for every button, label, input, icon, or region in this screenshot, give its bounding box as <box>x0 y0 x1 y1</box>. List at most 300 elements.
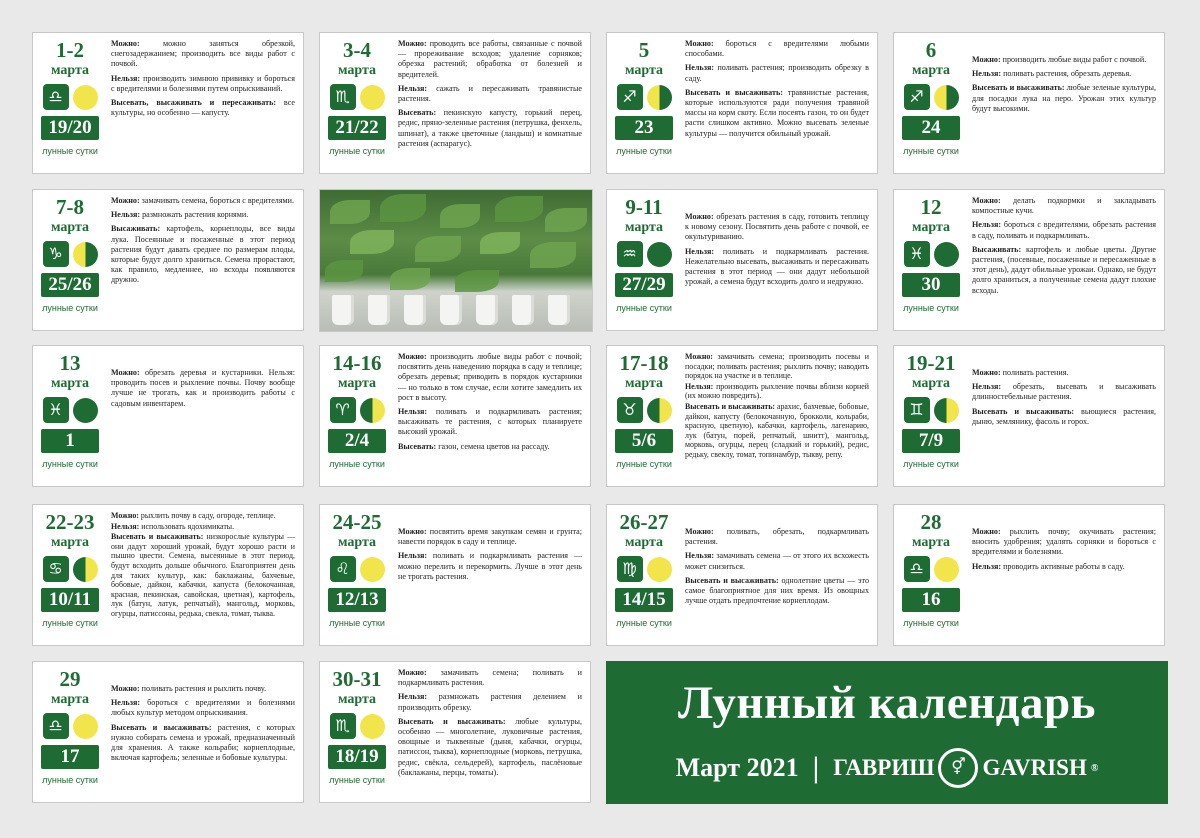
lunar-day-label: лунные сутки <box>616 459 672 469</box>
advice-paragraph <box>111 74 295 94</box>
moon-phase-icon <box>73 398 98 423</box>
advice-heading: Можно: <box>685 352 713 361</box>
advice-heading: Высевать и высаживать: <box>111 532 204 542</box>
advice-heading: Высевать, высаживать и пересаживать: <box>111 98 277 108</box>
lunar-day-badge: 10/11 <box>41 588 99 612</box>
advice-paragraph <box>685 212 869 243</box>
day-card <box>319 345 591 487</box>
advice-heading: Нельзя: <box>398 83 428 93</box>
day-range: 7-8 <box>56 195 84 219</box>
sign-icons <box>611 397 677 423</box>
advice-heading: Высевать и высаживать: <box>685 575 779 585</box>
day-range: 22-23 <box>45 510 95 534</box>
month-label: марта <box>50 692 90 707</box>
banner-title: Лунный календарь <box>678 677 1096 729</box>
day-card <box>319 32 591 174</box>
advice-text: производить рыхление почвы вблизи корней (их можно повредить). <box>685 381 869 401</box>
month-label: марта <box>50 63 90 78</box>
month-label: марта <box>911 220 951 235</box>
lunar-day-label: лунные сутки <box>616 618 672 628</box>
advice-text: бороться с вредителями, обрезать растения в саду, поливать и подкармливать. <box>972 220 1156 240</box>
brand-name-en: GAVRISH <box>982 755 1087 780</box>
moon-phase-icon <box>73 242 98 267</box>
lunar-day-badge: 16 <box>902 588 960 612</box>
advice-text-block <box>398 39 582 169</box>
sign-icons <box>324 397 390 423</box>
advice-paragraph <box>972 245 1156 296</box>
advice-heading: Нельзя: <box>398 407 428 417</box>
month-label: марта <box>911 376 951 391</box>
sign-icons <box>611 556 677 582</box>
advice-text: поливать растения; производить обрезку в саду. <box>685 63 869 83</box>
moon-phase-icon <box>73 557 98 582</box>
month-label: марта <box>911 63 951 78</box>
day-card <box>32 189 304 331</box>
zodiac-icon: ♍ <box>617 556 643 582</box>
day-info <box>324 511 390 628</box>
zodiac-icon: ♎ <box>43 713 69 739</box>
advice-heading: Можно: <box>685 39 714 48</box>
advice-text-block <box>111 684 295 798</box>
sign-icons <box>898 397 964 423</box>
advice-text: поливать, обрезать, подкармливать растения. <box>685 527 869 547</box>
advice-text: производить зимнюю прививку и бороться с вредителями и болезнями путем опрыскиваний. <box>111 73 295 93</box>
moon-phase-icon <box>73 85 98 110</box>
day-card <box>893 345 1165 487</box>
advice-paragraph <box>972 407 1156 427</box>
month-label: марта <box>911 535 951 550</box>
day-info <box>611 39 677 156</box>
advice-heading: Нельзя: <box>398 551 428 561</box>
moon-phase-icon <box>647 242 672 267</box>
banner-subtitle <box>606 748 1168 788</box>
advice-paragraph <box>111 511 295 521</box>
moon-phase-icon <box>934 557 959 582</box>
advice-text-block <box>398 527 582 641</box>
lunar-day-badge: 24 <box>902 116 960 140</box>
advice-text-block <box>972 196 1156 326</box>
advice-text: низкорослые культуры — они дадут хороший урожай, будут хорошо расти и пышно цвести. Семена, высеянные в этот период, будут всходить дольше обычного. Благоприятен день для таких культур, как: баклажаны, бахчевые, бобовые, дайкон, кабачки, капуста (белокочанная, красная, пекинская, савойская, цветная), картофель, лук (батун, латук, репчатый), мангольд, морковь, огурцы, патиссоны, редька, свекла, томат, тыква. <box>111 532 295 618</box>
month-label: марта <box>624 220 664 235</box>
sign-icons <box>37 84 103 110</box>
banner-separator: | <box>812 751 820 784</box>
advice-text: проводить все работы, связанные с почвой — прореживание всходов; удаление сорняков; обрезка растений; обработка от болезней и вредителей. <box>398 39 582 79</box>
lunar-day-label: лунные сутки <box>329 775 385 785</box>
day-card <box>893 32 1165 174</box>
advice-text: проводить активные работы в саду. <box>1001 561 1125 571</box>
advice-text-block <box>111 39 295 169</box>
day-card <box>893 189 1165 331</box>
advice-text: поливать и подкармливать растения; высаживать те растения, с которых планируете высокий урожай. <box>398 407 582 437</box>
lunar-day-badge: 18/19 <box>328 745 386 769</box>
day-info <box>37 668 103 785</box>
advice-text: можно заняться обрезкой, снегозадержанием; производить все виды работ с почвой. <box>111 39 295 69</box>
zodiac-icon: ♉ <box>617 397 643 423</box>
advice-text: поливать и подкармливать растения — можно перелить и перекормить. Лучше в этот день не трогать растения. <box>398 551 582 581</box>
lunar-day-label: лунные сутки <box>903 618 959 628</box>
day-range: 26-27 <box>619 510 669 534</box>
advice-text-block <box>398 352 582 482</box>
day-card <box>606 32 878 174</box>
day-info <box>37 196 103 313</box>
day-card <box>32 504 304 646</box>
advice-text: поливать растения и рыхлить почву. <box>139 684 266 693</box>
advice-text: пекинскую капусту, горький перец, редис, пряно-зеленные растения (петрушка, фенхель, шпинат), а также цветочные (ландыш) и комнатные растения (аспарагус). <box>398 108 582 148</box>
advice-paragraph <box>398 352 582 403</box>
month-label: марта <box>50 535 90 550</box>
advice-heading: Высевать и высаживать: <box>972 406 1075 416</box>
advice-text: замачивать семена; поливать и подкармливать растения. <box>398 668 582 688</box>
zodiac-icon: ♓ <box>904 241 930 267</box>
day-card <box>319 504 591 646</box>
sign-icons <box>37 241 103 267</box>
advice-heading: Нельзя: <box>111 521 140 531</box>
advice-text: замачивать семена; производить посевы и посадки; поливать растения; рыхлить почву; наводить порядок на участке и в теплице. <box>685 352 869 381</box>
day-card <box>32 661 304 803</box>
moon-phase-icon <box>934 398 959 423</box>
advice-heading: Можно: <box>685 527 714 536</box>
advice-paragraph <box>398 442 582 452</box>
advice-text: все культуры, но особенно — капусту. <box>111 98 295 118</box>
day-range: 9-11 <box>625 195 663 219</box>
advice-text: бороться с вредителями любыми способами. <box>685 39 869 59</box>
lunar-day-label: лунные сутки <box>42 618 98 628</box>
day-info <box>898 196 964 313</box>
advice-text: картофель и любые цветы. Другие растения, (посевные, посаженные и пересаженные в этот день), дадут обильные урожаи. Однако, не будут долго храниться, а полученные семена дадут плохие всходы. <box>972 244 1156 295</box>
advice-text: травянистые растения, которые используются ради получения травяной массы на корм скоту. Если посеять газон, то он будет расти слишком активно. Можно высевать зеленые культуры — получится обильный урожай. <box>685 87 869 138</box>
advice-heading: Можно: <box>398 668 427 677</box>
lunar-day-label: лунные сутки <box>42 775 98 785</box>
month-label: марта <box>50 220 90 235</box>
advice-paragraph <box>685 88 869 139</box>
lunar-day-label: лунные сутки <box>616 146 672 156</box>
advice-heading: Высевать и высаживать: <box>111 722 212 732</box>
zodiac-icon: ♏ <box>330 84 356 110</box>
advice-text: посвятить время закупкам семян и грунта; навести порядок в саду и теплице. <box>398 527 582 547</box>
day-range: 14-16 <box>332 351 382 375</box>
moon-phase-icon <box>647 85 672 110</box>
advice-heading: Можно: <box>972 368 1001 377</box>
lunar-day-label: лунные сутки <box>903 459 959 469</box>
day-range: 28 <box>920 510 942 534</box>
sign-icons <box>37 556 103 582</box>
advice-paragraph <box>398 84 582 104</box>
advice-paragraph <box>685 402 869 460</box>
advice-heading: Нельзя: <box>111 73 141 83</box>
zodiac-icon: ♎ <box>904 556 930 582</box>
day-range: 30-31 <box>332 667 382 691</box>
day-card <box>606 189 878 331</box>
advice-paragraph <box>685 352 869 381</box>
advice-heading: Можно: <box>398 352 427 361</box>
advice-text: обрезать, высевать и высаживать длинностебельные растения. <box>972 382 1156 402</box>
advice-text-block <box>111 196 295 326</box>
moon-phase-icon <box>360 557 385 582</box>
banner-month: Март 2021 <box>675 753 799 782</box>
calendar-banner <box>606 661 1168 804</box>
advice-paragraph <box>972 527 1156 558</box>
moon-phase-icon <box>647 557 672 582</box>
day-card <box>606 345 878 487</box>
advice-paragraph <box>972 382 1156 402</box>
advice-text: размножать растения делением и производить обрезку. <box>398 692 582 712</box>
advice-paragraph <box>685 39 869 59</box>
day-range: 6 <box>925 38 937 62</box>
advice-heading: Высевать и высаживать: <box>685 401 775 411</box>
lunar-day-label: лунные сутки <box>42 303 98 313</box>
advice-text-block <box>685 212 869 326</box>
advice-paragraph <box>685 382 869 401</box>
day-range: 17-18 <box>619 351 669 375</box>
lunar-day-badge: 30 <box>902 273 960 297</box>
advice-text-block <box>685 527 869 641</box>
advice-heading: Высаживать: <box>972 244 1022 254</box>
day-info <box>37 39 103 156</box>
advice-heading: Нельзя: <box>972 382 1002 392</box>
advice-text: обрезать растения в саду, готовить теплицу к новому сезону. Посвятить день работе с почвой, ее окультуриванию. <box>685 212 869 242</box>
month-label: марта <box>337 692 377 707</box>
advice-paragraph <box>972 562 1156 572</box>
month-label: марта <box>50 376 90 391</box>
advice-text: рыхлить почву в саду, огороде, теплице. <box>138 511 276 520</box>
advice-paragraph <box>972 368 1156 378</box>
zodiac-icon: ♈ <box>330 397 356 423</box>
advice-text-block <box>972 368 1156 482</box>
sign-icons <box>324 556 390 582</box>
day-info <box>898 39 964 156</box>
advice-heading: Можно: <box>972 527 1001 536</box>
advice-text: рыхлить почву; окучивать растения; вносить удобрения; удалять сорняки и бороться с вредителями и болезнями. <box>972 527 1156 557</box>
day-info <box>37 511 103 628</box>
advice-paragraph <box>685 63 869 83</box>
advice-heading: Нельзя: <box>972 220 1002 230</box>
advice-paragraph <box>972 83 1156 114</box>
advice-paragraph <box>398 407 582 438</box>
sign-icons <box>611 84 677 110</box>
advice-text: вьющиеся растения, дыню, землянику, фасоль и горох. <box>972 406 1156 426</box>
lunar-day-label: лунные сутки <box>42 146 98 156</box>
lunar-day-badge: 14/15 <box>615 588 673 612</box>
advice-text: поливать и подкармливать растения. Нежелательно высевать, высаживать и пересаживать растения в этот период — они дадут небольшой урожай, а семена будут всходить долго и недружно. <box>685 246 869 287</box>
advice-heading: Можно: <box>111 511 139 520</box>
advice-heading: Можно: <box>111 368 140 377</box>
brand-logo <box>833 748 1098 788</box>
sign-icons <box>898 556 964 582</box>
advice-text: газон, семена цветов на рассаду. <box>436 441 550 451</box>
moon-phase-icon <box>647 398 672 423</box>
day-range: 13 <box>59 351 81 375</box>
advice-text: замачивать семена — от этого их всхожесть может снизиться. <box>685 551 869 571</box>
lunar-day-badge: 23 <box>615 116 673 140</box>
zodiac-icon: ♑ <box>43 241 69 267</box>
advice-paragraph <box>111 98 295 118</box>
advice-text-block <box>111 511 295 641</box>
advice-paragraph <box>398 39 582 80</box>
day-info <box>611 511 677 628</box>
day-info <box>611 196 677 313</box>
advice-text-block <box>111 368 295 482</box>
advice-text-block <box>398 668 582 798</box>
lunar-day-badge: 2/4 <box>328 429 386 453</box>
zodiac-icon: ♒ <box>617 241 643 267</box>
advice-heading: Можно: <box>972 196 1001 205</box>
advice-paragraph <box>972 55 1156 65</box>
day-info <box>324 39 390 156</box>
day-info <box>37 352 103 469</box>
advice-heading: Можно: <box>111 684 140 693</box>
advice-heading: Нельзя: <box>685 63 715 73</box>
advice-text-block <box>685 352 869 482</box>
zodiac-icon: ♊ <box>904 397 930 423</box>
lunar-day-badge: 5/6 <box>615 429 673 453</box>
advice-paragraph <box>111 196 295 206</box>
registered-mark: ® <box>1090 762 1099 774</box>
advice-heading: Высаживать: <box>111 224 161 234</box>
day-card <box>32 345 304 487</box>
day-card <box>893 504 1165 646</box>
advice-heading: Нельзя: <box>111 698 141 708</box>
advice-paragraph <box>111 210 295 220</box>
advice-text: использовать ядохимикаты. <box>139 521 235 531</box>
advice-text: картофель, корнеплоды, все виды лука. Посеянные и посаженные в этот период растения будут давать среднее по размерам плоды, которые будут долго храниться. Семена прорастают, как правило, медленнее, но всходы появляются дружно. <box>111 224 295 285</box>
day-range: 12 <box>920 195 942 219</box>
lunar-day-badge: 19/20 <box>41 116 99 140</box>
advice-paragraph <box>111 39 295 70</box>
day-info <box>898 511 964 628</box>
zodiac-icon: ♏ <box>330 713 356 739</box>
brand-name-ru: ГАВРИШ <box>833 755 935 780</box>
advice-paragraph <box>398 527 582 547</box>
moon-phase-icon <box>360 398 385 423</box>
advice-heading: Нельзя: <box>685 551 715 561</box>
advice-text: любые культуры, особенно — многолетние, луковичные растения, овощные и тыквенные (дыня, кабачки, огурцы, патиссон, тыква), корнеплодные (морковь, петрушка, редис, свёкла, сельдерей), картофель, паслёновые (баклажаны, перцы, томаты). <box>398 716 582 777</box>
advice-paragraph <box>398 668 582 688</box>
lunar-day-label: лунные сутки <box>329 459 385 469</box>
day-card <box>319 661 591 803</box>
advice-paragraph <box>685 527 869 547</box>
month-label: марта <box>337 376 377 391</box>
sign-icons <box>37 397 103 423</box>
advice-heading: Можно: <box>111 39 140 48</box>
advice-heading: Нельзя: <box>685 381 714 391</box>
advice-heading: Можно: <box>111 196 140 205</box>
sign-icons <box>611 241 677 267</box>
lunar-day-label: лунные сутки <box>903 146 959 156</box>
advice-heading: Высевать и высаживать: <box>972 83 1065 93</box>
lunar-day-label: лунные сутки <box>42 459 98 469</box>
advice-heading: Нельзя: <box>398 692 428 702</box>
advice-paragraph <box>972 220 1156 240</box>
moon-phase-icon <box>934 242 959 267</box>
day-info <box>324 352 390 469</box>
advice-heading: Можно: <box>685 212 714 221</box>
advice-heading: Высевать: <box>398 441 437 451</box>
advice-text: делать подкормки и закладывать компостные кучи. <box>972 196 1156 216</box>
day-range: 5 <box>638 38 650 62</box>
advice-text: однолетние цветы — это самое благоприятное для них время. Из овощных лучше отдать предпочтение корнеплодам. <box>685 575 869 606</box>
moon-phase-icon <box>934 85 959 110</box>
sign-icons <box>898 241 964 267</box>
advice-text: любые зеленые культуры, для посадки лука на перо. Урожан этих культур будут высокими. <box>972 83 1156 113</box>
zodiac-icon: ♐ <box>617 84 643 110</box>
lunar-day-badge: 25/26 <box>41 273 99 297</box>
advice-paragraph <box>111 684 295 694</box>
moon-phase-icon <box>360 714 385 739</box>
advice-paragraph <box>685 576 869 607</box>
lunar-day-label: лунные сутки <box>616 303 672 313</box>
month-label: марта <box>624 376 664 391</box>
lunar-day-badge: 21/22 <box>328 116 386 140</box>
day-range: 29 <box>59 667 81 691</box>
lunar-day-badge: 7/9 <box>902 429 960 453</box>
lunar-day-badge: 17 <box>41 745 99 769</box>
zodiac-icon: ♌ <box>330 556 356 582</box>
sign-icons <box>324 713 390 739</box>
advice-heading: Можно: <box>398 39 427 48</box>
advice-paragraph <box>398 717 582 778</box>
advice-text: арахис, бахчевые, бобовые, дайкон, капусту (белокочанную, брокколи, кольраби, красную, цветную), кабачки, картофель, лагенарию, лук (батун, порей, репчатый, шнитт), мангольд, морковь, огурцы, перец (сладкий и горький), редис, редьку, свеклу, томат, топинамбур, тыкву, репу. <box>685 401 869 459</box>
day-card <box>606 504 878 646</box>
advice-heading: Можно: <box>398 527 427 536</box>
advice-text-block <box>685 39 869 169</box>
moon-phase-icon <box>360 85 385 110</box>
advice-paragraph <box>111 522 295 532</box>
advice-text: производить любые виды работ с почвой. <box>1000 55 1147 64</box>
advice-heading: Высевать и высаживать: <box>685 87 783 97</box>
advice-paragraph <box>111 532 295 618</box>
zodiac-icon: ♋ <box>43 556 69 582</box>
sign-icons <box>324 84 390 110</box>
advice-heading: Нельзя: <box>111 210 141 220</box>
day-info <box>611 352 677 469</box>
lunar-day-label: лунные сутки <box>329 146 385 156</box>
advice-text-block <box>972 527 1156 641</box>
lunar-day-label: лунные сутки <box>903 303 959 313</box>
advice-heading: Нельзя: <box>685 246 715 256</box>
lunar-day-badge: 12/13 <box>328 588 386 612</box>
sign-icons <box>37 713 103 739</box>
advice-heading: Нельзя: <box>972 561 1002 571</box>
advice-text-block <box>972 55 1156 169</box>
advice-text: растения, с которых нужно собирать семена и урожай, предназначенный для хранения. А также кольраби; корнеплодные, включая картофель; зеленные и бобовые культуры. <box>111 722 295 763</box>
day-info <box>898 352 964 469</box>
lunar-day-badge: 27/29 <box>615 273 673 297</box>
advice-paragraph <box>111 723 295 764</box>
advice-paragraph <box>111 224 295 285</box>
advice-heading: Высевать и высаживать: <box>398 716 506 726</box>
advice-paragraph <box>398 692 582 712</box>
advice-text: бороться с вредителями и болезнями любых культур методом опрыскивания. <box>111 698 295 718</box>
advice-paragraph <box>398 108 582 149</box>
advice-paragraph <box>398 551 582 582</box>
advice-paragraph <box>111 368 295 409</box>
advice-text: обрезать деревья и кустарники. Нельзя: проводить посев и рыхление почвы. Почву вообще лучше не трогать, как и производить работы с садовым инвентарем. <box>111 368 295 408</box>
advice-heading: Нельзя: <box>972 69 1002 79</box>
lunar-day-label: лунные сутки <box>329 618 385 628</box>
month-label: марта <box>337 63 377 78</box>
month-label: марта <box>624 63 664 78</box>
gavrish-emblem-icon: ⚥ <box>938 748 978 788</box>
day-card <box>32 32 304 174</box>
sign-icons <box>898 84 964 110</box>
advice-text: производить любые виды работ с почвой; посвятить день наведению порядка в саду и теплице; обрезать деревья; приводить в порядок кустарники — но только в том случае, если хотите замедлить их рост в высоту. <box>398 352 582 402</box>
advice-paragraph <box>111 698 295 718</box>
advice-text: поливать растения. <box>1000 368 1069 377</box>
moon-phase-icon <box>73 714 98 739</box>
month-label: марта <box>337 535 377 550</box>
day-range: 24-25 <box>332 510 382 534</box>
zodiac-icon: ♎ <box>43 84 69 110</box>
